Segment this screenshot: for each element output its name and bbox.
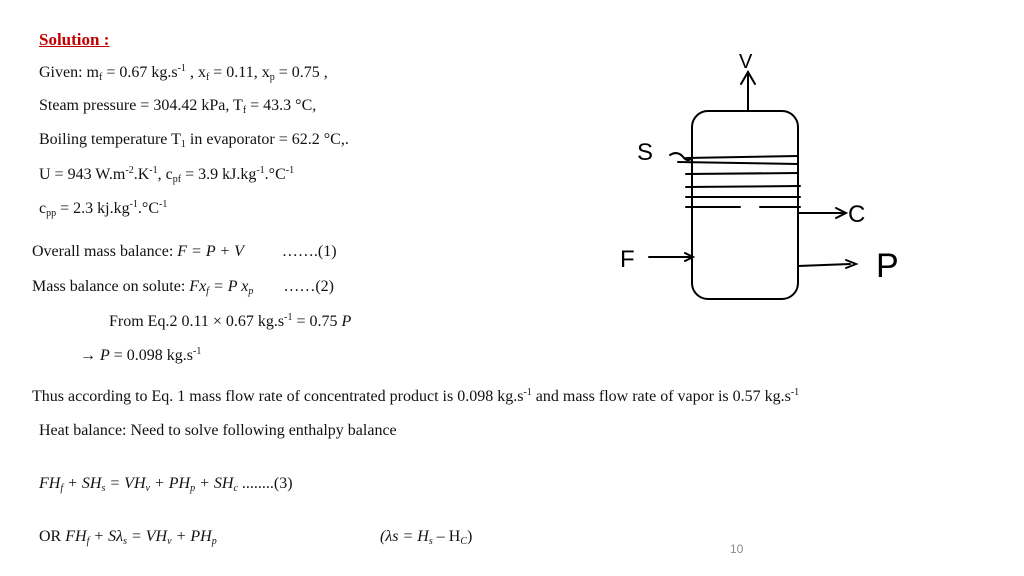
evaporator-diagram: [600, 40, 920, 300]
p-result-line: → P = 0.098 $kg.s^{-1}$: [80, 346, 202, 364]
overall-mass-balance: Overall mass balance: F = P + V …….(1): [32, 243, 337, 260]
coil-line: [686, 173, 798, 174]
boiling-temperature-line: Boiling temperature $T_1$ in evaporator = 62.2 °C,.: [39, 131, 349, 150]
or-enthalpy-equation: OR $FH_f + S\lambda_s = VH_v + PH_p$: [39, 528, 217, 547]
label-steam: S: [637, 139, 654, 166]
steam-pressure-line: Steam pressure = 304.42 kPa, $T_f = 43.3$ °C,: [39, 97, 317, 116]
solute-mass-balance: Mass balance on solute: $Fx_f = P$ $x_p$ ……(2): [32, 278, 334, 297]
coil-line: [686, 156, 798, 158]
coil-line: [678, 162, 798, 164]
steam-inlet-line: [670, 153, 692, 160]
product-outlet-line: [798, 264, 850, 266]
latent-heat-definition: $(\lambda s = H_s - H_C)$: [380, 528, 473, 547]
given-line: Given: $m_f = 0.67$ $kg.s^{-1}$ , $x_f = 0.11$, $x_p = 0.75$ ,: [39, 63, 328, 83]
heat-balance-line: Heat balance: Need to solve following enthalpy balance: [39, 422, 397, 439]
label-product: P: [876, 247, 899, 285]
page-number: 10: [730, 542, 744, 556]
label-condensate: C: [848, 201, 866, 228]
u-coefficient-line: U = 943 $W.m^{-2}.K^{-1}$, $c_{pf} = 3.9$ $kJ.kg^{-1}.^\circ C^{-1}$: [39, 165, 295, 185]
enthalpy-equation-3: $FH_f + SH_s = VH_v + PH_p + SH_c$ ........(3): [39, 475, 293, 494]
evaporator-vessel: [692, 111, 798, 299]
cpp-line: $c_{pp} = 2.3$ $kj.kg^{-1}.^\circ C^{-1}$: [39, 199, 168, 219]
coil-line: [686, 186, 800, 187]
label-vapor: V: [739, 51, 753, 73]
solution-heading: Solution :: [39, 30, 110, 49]
thus-line: Thus according to Eq. 1 mass flow rate of concentrated product is 0.098 $kg.s^{-1}$ and mass flow rate of vapor is 0.57 $kg.s^{-1}$: [32, 387, 800, 405]
from-eq2-line: From Eq.2 0.11 × 0.67 $kg.s^{-1} = 0.75$ P: [109, 312, 352, 330]
label-feed: F: [620, 246, 635, 273]
